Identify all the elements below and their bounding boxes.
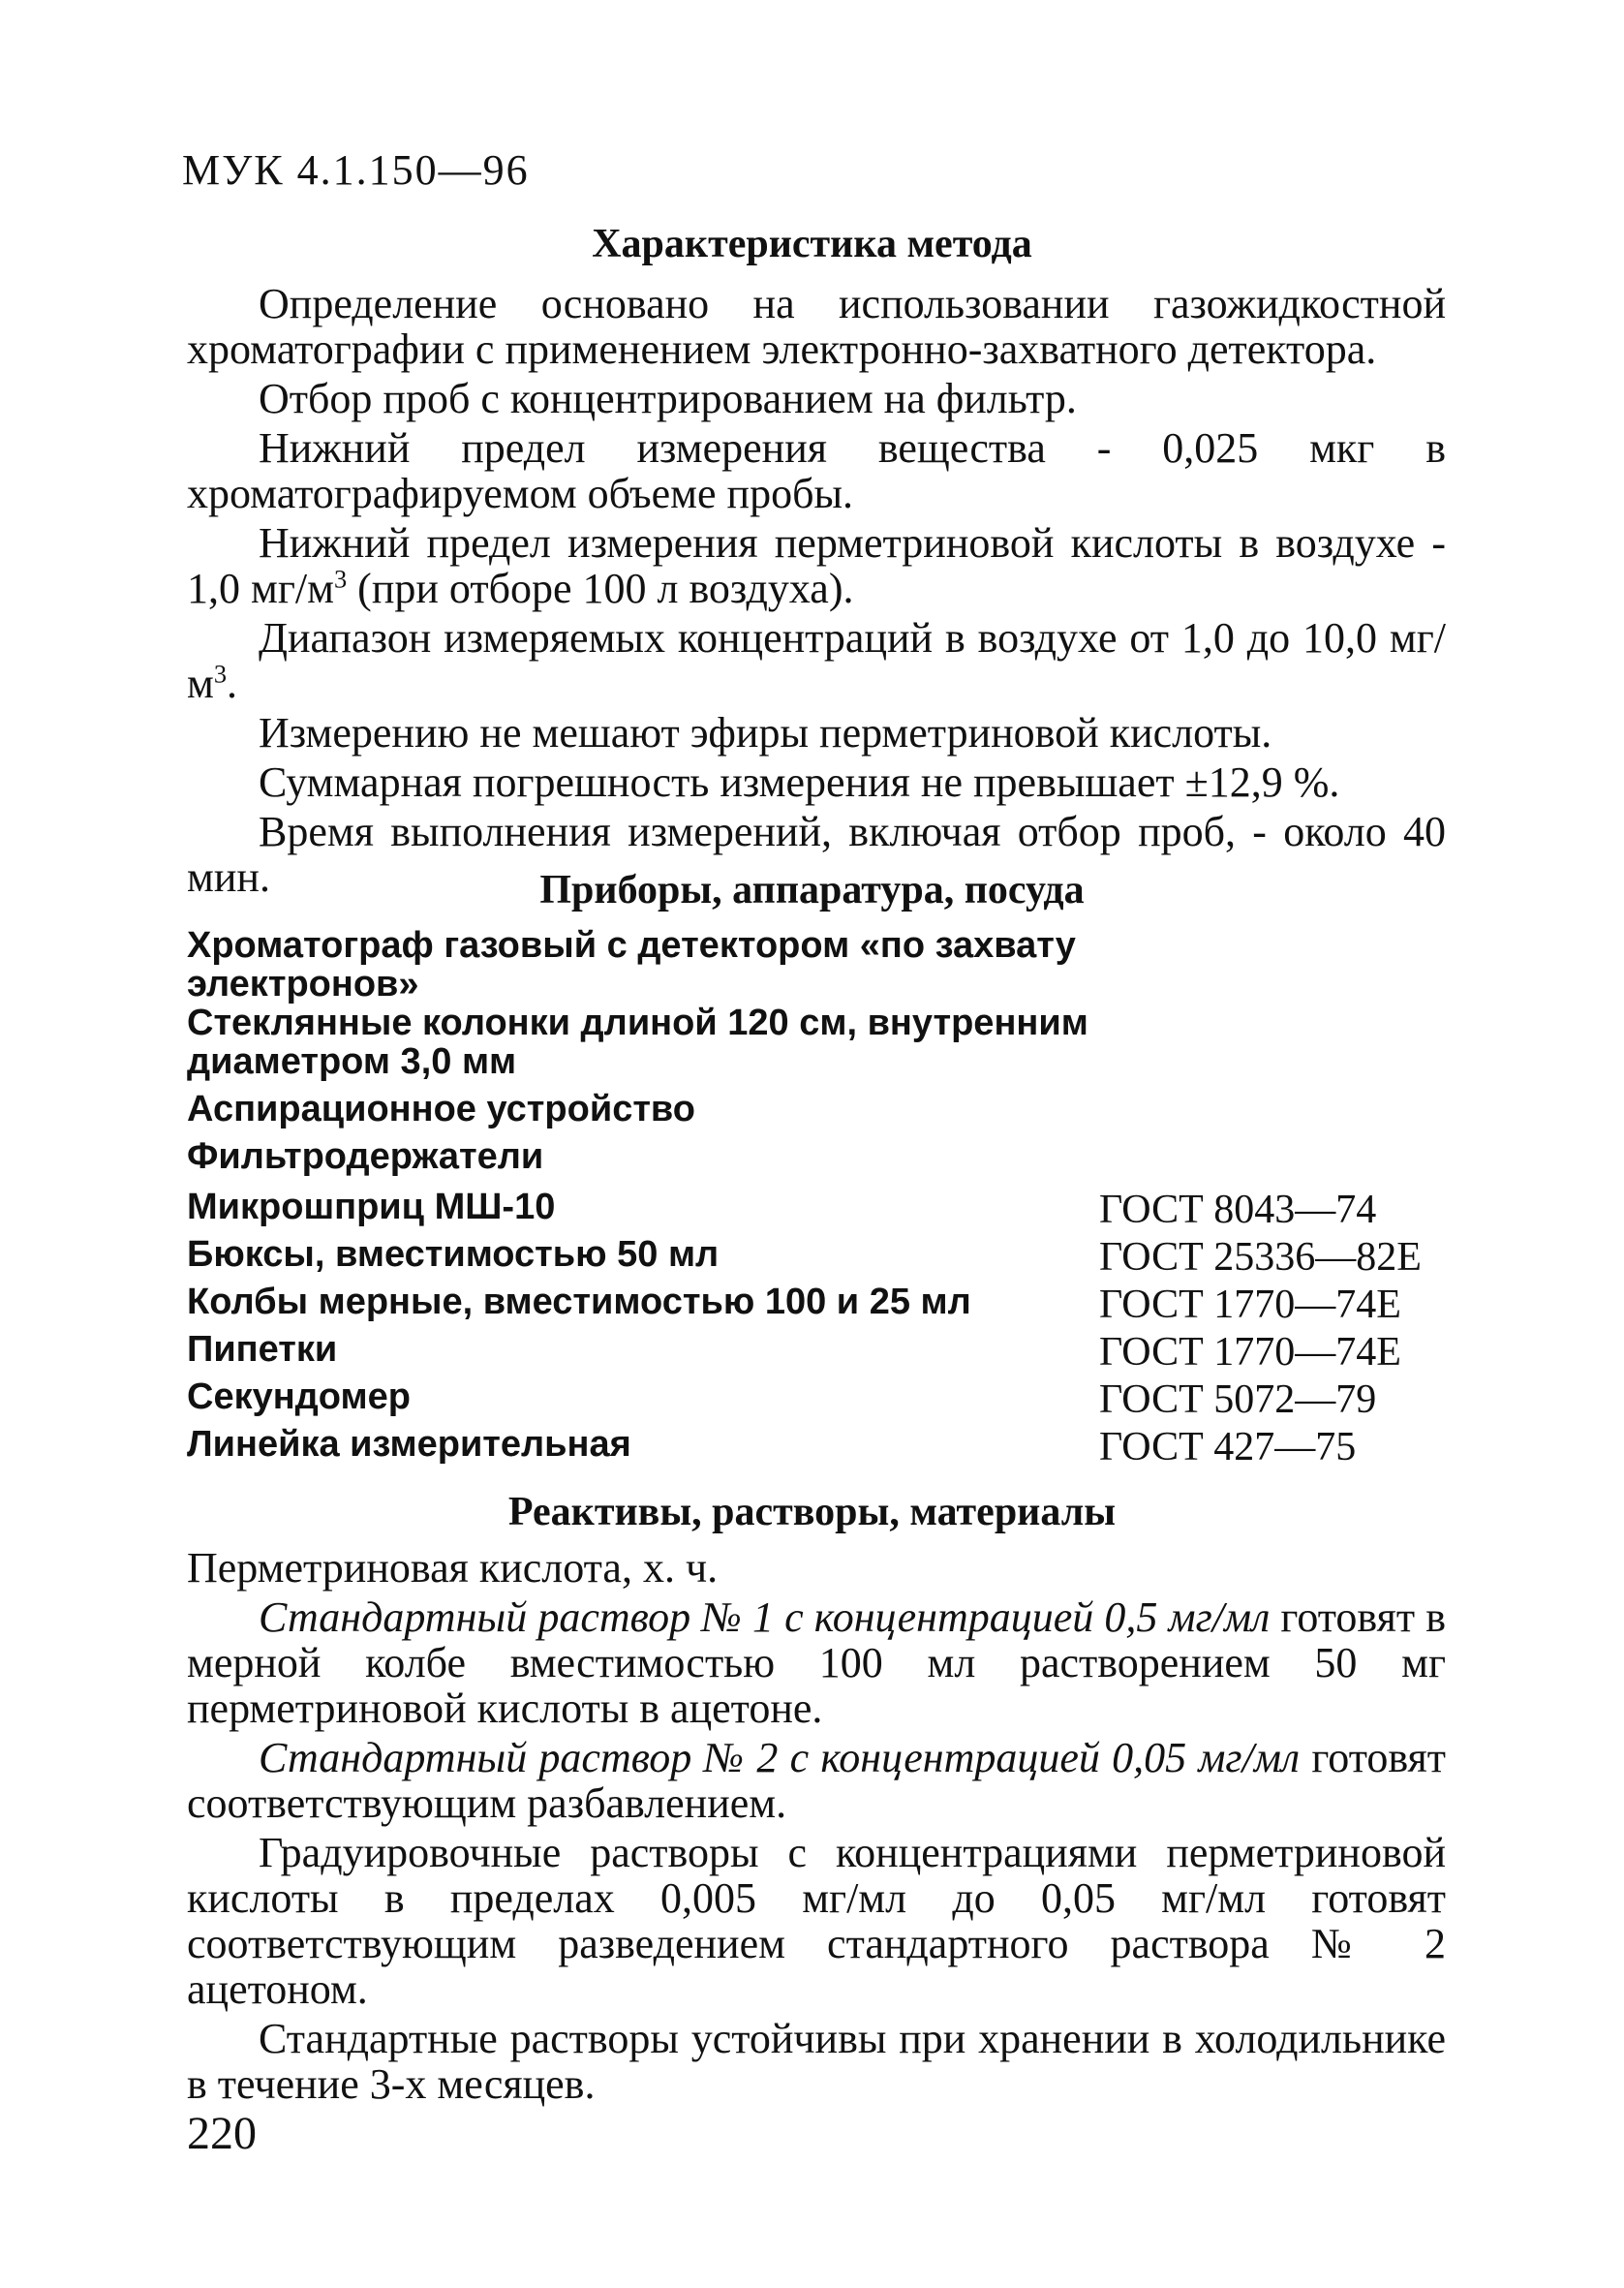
document-header: МУК 4.1.150—96 <box>182 146 530 194</box>
section-title-equipment: Приборы, аппаратура, посуда <box>539 868 1085 912</box>
equipment-item: Стеклянные колонки длиной 120 см, внутренним диаметром 3,0 мм <box>187 1003 1088 1082</box>
equipment-item: Хроматограф газовый с детектором «по захвату электронов» <box>187 925 1076 1005</box>
equipment-standard: ГОСТ 427—75 <box>1099 1425 1357 1469</box>
equipment-name: Пипетки <box>187 1329 338 1370</box>
equipment-name: Микрошприц МШ-10 <box>187 1187 556 1227</box>
equipment-name: Секундомер <box>187 1376 411 1417</box>
section-title-reagents: Реактивы, растворы, материалы <box>507 1490 1117 1534</box>
equipment-standard: ГОСТ 1770—74Е <box>1099 1330 1401 1375</box>
equipment-item: Аспирационное устройство <box>187 1089 696 1129</box>
equipment-name: Колбы мерные, вместимостью 100 и 25 мл <box>187 1282 971 1322</box>
equipment-name: Бюксы, вместимостью 50 мл <box>187 1234 720 1275</box>
paragraph: Стандартный раствор № 1 с концентрацией 0,5 мг/мл готовят в мерной колбе вместимостью 100 мл растворением 50 мг перметриновой кислоты в ацетоне. <box>187 1593 1446 1732</box>
equipment-standard: ГОСТ 25336—82Е <box>1099 1235 1422 1280</box>
paragraph: Определение основано на использовании газожидкостной хроматографии с применением электронно-захватного детектора. <box>187 280 1446 373</box>
section-method-body <box>187 281 1446 904</box>
paragraph: Суммарная погрешность измерения не превышает ±12,9 %. <box>259 758 1340 806</box>
equipment-standard: ГОСТ 8043—74 <box>1099 1188 1377 1232</box>
paragraph: Перметриновая кислота, х. ч. <box>187 1544 719 1592</box>
paragraph: Нижний предел измерения перметриновой кислоты в воздухе - 1,0 $мг/м^3$ (при отборе 100 л воздуха). <box>187 519 1446 612</box>
paragraph: Диапазон измеряемых концентраций в воздухе от 1,0 до 10,0 $мг/м^3$. <box>187 614 1446 707</box>
page-number: 220 <box>187 2108 257 2159</box>
paragraph: Градуировочные растворы с концентрациями перметриновой кислоты в пределах 0,005 мг/мл до 0,05 мг/мл готовят соответствующим разведением стандартного раствора № 2 ацетоном. <box>187 1829 1446 2013</box>
equipment-item: Фильтродержатели <box>187 1136 544 1177</box>
paragraph: Стандартный раствор № 2 с концентрацией 0,05 мг/мл готовят соответствующим разбавлением. <box>187 1734 1447 1827</box>
paragraph: Нижний предел измерения вещества - 0,025 мкг в хроматографируемом объеме пробы. <box>187 424 1446 517</box>
paragraph: Стандартные растворы устойчивы при хранении в холодильнике в течение 3-х месяцев. <box>187 2015 1446 2108</box>
paragraph: Измерению не мешают эфиры перметриновой кислоты. <box>259 709 1272 757</box>
paragraph: Отбор проб с концентрированием на фильтр. <box>259 375 1077 422</box>
section-reagents-body <box>187 1545 1446 2111</box>
equipment-standard: ГОСТ 1770—74Е <box>1099 1283 1401 1327</box>
section-title-method: Характеристика метода <box>592 222 1032 266</box>
paragraph: Время выполнения измерений, включая отбор проб, - около 40 мин. <box>187 808 1446 901</box>
equipment-name: Линейка измерительная <box>187 1424 631 1465</box>
equipment-standard: ГОСТ 5072—79 <box>1099 1377 1377 1422</box>
